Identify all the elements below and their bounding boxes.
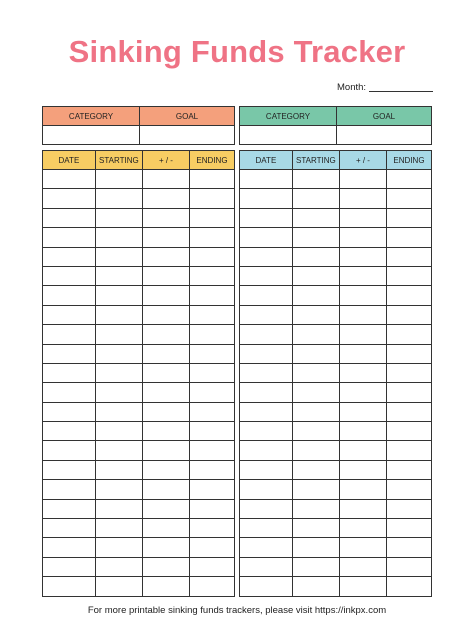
table-row — [240, 170, 432, 189]
table-row — [43, 402, 235, 421]
page-title: Sinking Funds Tracker — [68, 34, 406, 69]
log-cell[interactable] — [189, 344, 234, 363]
log-cell[interactable] — [339, 577, 386, 596]
log-cell[interactable] — [43, 286, 96, 305]
right-category-header: CATEGORY — [240, 107, 337, 126]
log-cell[interactable] — [292, 519, 339, 538]
log-cell[interactable] — [386, 305, 431, 324]
log-cell[interactable] — [142, 480, 189, 499]
log-cell[interactable] — [240, 557, 293, 576]
left-log-table — [42, 150, 235, 597]
log-cell[interactable] — [339, 363, 386, 382]
table-row — [240, 325, 432, 344]
log-cell[interactable] — [386, 208, 431, 227]
log-cell[interactable] — [189, 557, 234, 576]
table-row — [240, 422, 432, 441]
log-cell[interactable] — [386, 402, 431, 421]
table-row — [43, 460, 235, 479]
table-row — [43, 228, 235, 247]
log-cell[interactable] — [43, 519, 96, 538]
table-row — [43, 247, 235, 266]
left-log-header-change: + / - — [142, 151, 189, 170]
log-cell[interactable] — [189, 325, 234, 344]
log-cell[interactable] — [386, 286, 431, 305]
log-cell[interactable] — [386, 499, 431, 518]
log-cell[interactable] — [189, 402, 234, 421]
log-cell[interactable] — [292, 170, 339, 189]
log-cell[interactable] — [240, 305, 293, 324]
log-cell[interactable] — [43, 189, 96, 208]
log-cell[interactable] — [95, 402, 142, 421]
log-cell[interactable] — [142, 247, 189, 266]
log-cell[interactable] — [240, 228, 293, 247]
table-row — [240, 557, 432, 576]
log-cell[interactable] — [189, 266, 234, 285]
log-cell[interactable] — [240, 441, 293, 460]
log-cell[interactable] — [292, 538, 339, 557]
log-cell[interactable] — [189, 460, 234, 479]
right-category-cell[interactable] — [240, 126, 337, 145]
log-cell[interactable] — [339, 441, 386, 460]
log-cell[interactable] — [43, 208, 96, 227]
log-cell[interactable] — [43, 402, 96, 421]
log-cell[interactable] — [386, 325, 431, 344]
log-cell[interactable] — [95, 577, 142, 596]
log-cell[interactable] — [240, 577, 293, 596]
table-row — [43, 577, 235, 596]
log-cell[interactable] — [95, 344, 142, 363]
log-cell[interactable] — [292, 557, 339, 576]
log-cell[interactable] — [386, 228, 431, 247]
log-cell[interactable] — [339, 557, 386, 576]
log-cell[interactable] — [142, 208, 189, 227]
right-log-header-starting: STARTING — [292, 151, 339, 170]
log-cell[interactable] — [240, 363, 293, 382]
log-cell[interactable] — [43, 325, 96, 344]
table-row — [240, 383, 432, 402]
log-cell[interactable] — [142, 402, 189, 421]
log-cell[interactable] — [189, 383, 234, 402]
log-cell[interactable] — [43, 344, 96, 363]
table-row — [240, 519, 432, 538]
log-cell[interactable] — [142, 170, 189, 189]
right-log-header-ending: ENDING — [386, 151, 431, 170]
left-goal-cell[interactable] — [140, 126, 235, 145]
log-cell[interactable] — [189, 363, 234, 382]
log-cell[interactable] — [339, 286, 386, 305]
log-cell[interactable] — [386, 189, 431, 208]
log-cell[interactable] — [43, 170, 96, 189]
log-cell[interactable] — [240, 208, 293, 227]
log-cell[interactable] — [43, 228, 96, 247]
log-cell[interactable] — [95, 189, 142, 208]
log-cell[interactable] — [43, 577, 96, 596]
log-cell[interactable] — [95, 266, 142, 285]
log-cell[interactable] — [95, 499, 142, 518]
log-cell[interactable] — [292, 363, 339, 382]
log-cell[interactable] — [95, 441, 142, 460]
log-cell[interactable] — [189, 499, 234, 518]
log-cell[interactable] — [43, 383, 96, 402]
log-cell[interactable] — [142, 383, 189, 402]
log-cell[interactable] — [142, 189, 189, 208]
log-cell[interactable] — [189, 170, 234, 189]
log-cell[interactable] — [240, 247, 293, 266]
log-cell[interactable] — [142, 441, 189, 460]
table-row — [240, 228, 432, 247]
log-cell[interactable] — [240, 266, 293, 285]
log-cell[interactable] — [95, 170, 142, 189]
table-row — [43, 499, 235, 518]
log-cell[interactable] — [95, 286, 142, 305]
table-row — [240, 460, 432, 479]
log-cell[interactable] — [43, 363, 96, 382]
log-cell[interactable] — [339, 266, 386, 285]
table-row — [43, 208, 235, 227]
right-log-rows — [240, 170, 432, 597]
log-cell[interactable] — [43, 557, 96, 576]
log-cell[interactable] — [292, 499, 339, 518]
log-cell[interactable] — [339, 305, 386, 324]
table-row — [240, 363, 432, 382]
log-cell[interactable] — [339, 499, 386, 518]
log-cell[interactable] — [339, 325, 386, 344]
log-cell[interactable] — [240, 422, 293, 441]
log-cell[interactable] — [240, 286, 293, 305]
log-cell[interactable] — [386, 170, 431, 189]
log-cell[interactable] — [339, 208, 386, 227]
table-row — [43, 266, 235, 285]
log-cell[interactable] — [339, 460, 386, 479]
table-row — [240, 499, 432, 518]
table-row — [43, 305, 235, 324]
log-cell[interactable] — [95, 422, 142, 441]
log-cell[interactable] — [142, 344, 189, 363]
log-cell[interactable] — [386, 480, 431, 499]
log-cell[interactable] — [386, 557, 431, 576]
log-cell[interactable] — [142, 266, 189, 285]
log-cell[interactable] — [189, 519, 234, 538]
table-row — [240, 208, 432, 227]
log-cell[interactable] — [43, 422, 96, 441]
log-cell[interactable] — [189, 441, 234, 460]
log-cell[interactable] — [142, 228, 189, 247]
log-cell[interactable] — [386, 247, 431, 266]
log-cell[interactable] — [386, 422, 431, 441]
log-cell[interactable] — [43, 538, 96, 557]
log-cell[interactable] — [240, 402, 293, 421]
log-cell[interactable] — [386, 344, 431, 363]
log-cell[interactable] — [240, 499, 293, 518]
log-cell[interactable] — [95, 383, 142, 402]
log-cell[interactable] — [292, 208, 339, 227]
table-row — [240, 441, 432, 460]
log-cell[interactable] — [339, 228, 386, 247]
log-cell[interactable] — [142, 499, 189, 518]
log-cell[interactable] — [292, 325, 339, 344]
log-cell[interactable] — [189, 189, 234, 208]
table-row — [240, 480, 432, 499]
log-cell[interactable] — [292, 480, 339, 499]
log-cell[interactable] — [386, 460, 431, 479]
log-cell[interactable] — [339, 344, 386, 363]
table-row — [43, 286, 235, 305]
footer-text: For more printable sinking funds trackers, please visit https://inkpx.com — [87, 605, 387, 616]
log-cell[interactable] — [95, 208, 142, 227]
log-cell[interactable] — [292, 228, 339, 247]
log-cell[interactable] — [386, 383, 431, 402]
log-cell[interactable] — [292, 422, 339, 441]
table-row — [43, 363, 235, 382]
log-cell[interactable] — [43, 460, 96, 479]
log-cell[interactable] — [43, 247, 96, 266]
log-cell[interactable] — [142, 538, 189, 557]
log-cell[interactable] — [339, 247, 386, 266]
log-cell[interactable] — [339, 422, 386, 441]
left-log-header-date: DATE — [43, 151, 96, 170]
log-cell[interactable] — [292, 460, 339, 479]
left-category-header: CATEGORY — [43, 107, 140, 126]
log-cell[interactable] — [240, 460, 293, 479]
log-cell[interactable] — [292, 441, 339, 460]
log-cell[interactable] — [43, 266, 96, 285]
right-log-header-change: + / - — [339, 151, 386, 170]
log-cell[interactable] — [142, 519, 189, 538]
log-cell[interactable] — [292, 577, 339, 596]
right-log-header-date: DATE — [240, 151, 293, 170]
log-cell[interactable] — [292, 266, 339, 285]
log-cell[interactable] — [292, 344, 339, 363]
table-row — [240, 344, 432, 363]
log-cell[interactable] — [142, 305, 189, 324]
table-row — [43, 441, 235, 460]
log-cell[interactable] — [339, 170, 386, 189]
log-cell[interactable] — [292, 383, 339, 402]
log-cell[interactable] — [240, 480, 293, 499]
table-row — [240, 305, 432, 324]
log-cell[interactable] — [142, 422, 189, 441]
table-row — [43, 422, 235, 441]
log-cell[interactable] — [142, 577, 189, 596]
log-cell[interactable] — [189, 247, 234, 266]
table-row — [240, 266, 432, 285]
log-cell[interactable] — [142, 557, 189, 576]
log-cell[interactable] — [292, 402, 339, 421]
log-cell[interactable] — [292, 189, 339, 208]
log-cell[interactable] — [386, 441, 431, 460]
left-category-cell[interactable] — [43, 126, 140, 145]
log-cell[interactable] — [43, 441, 96, 460]
right-goal-header: GOAL — [337, 107, 432, 126]
log-cell[interactable] — [95, 247, 142, 266]
log-cell[interactable] — [95, 519, 142, 538]
table-row — [43, 344, 235, 363]
left-log-rows — [43, 170, 235, 597]
left-log-header-starting: STARTING — [95, 151, 142, 170]
left-category-table — [42, 106, 235, 145]
month-label: Month: — [337, 82, 367, 93]
table-row — [240, 402, 432, 421]
log-cell[interactable] — [240, 344, 293, 363]
log-cell[interactable] — [339, 402, 386, 421]
log-cell[interactable] — [189, 422, 234, 441]
log-cell[interactable] — [339, 189, 386, 208]
log-cell[interactable] — [339, 519, 386, 538]
right-log-table — [239, 150, 432, 597]
table-row — [240, 286, 432, 305]
log-cell[interactable] — [339, 480, 386, 499]
log-cell[interactable] — [95, 228, 142, 247]
table-row — [240, 577, 432, 596]
table-row — [240, 189, 432, 208]
log-cell[interactable] — [95, 557, 142, 576]
log-cell[interactable] — [240, 189, 293, 208]
log-cell[interactable] — [339, 383, 386, 402]
log-cell[interactable] — [142, 286, 189, 305]
table-row — [43, 519, 235, 538]
table-row — [43, 480, 235, 499]
log-cell[interactable] — [95, 305, 142, 324]
log-cell[interactable] — [189, 305, 234, 324]
log-cell[interactable] — [240, 538, 293, 557]
right-category-table — [239, 106, 432, 145]
log-cell[interactable] — [292, 305, 339, 324]
left-log-header-ending: ENDING — [189, 151, 234, 170]
table-row — [43, 557, 235, 576]
log-cell[interactable] — [95, 460, 142, 479]
log-cell[interactable] — [240, 519, 293, 538]
log-cell[interactable] — [386, 538, 431, 557]
log-cell[interactable] — [43, 305, 96, 324]
log-cell[interactable] — [142, 325, 189, 344]
table-row — [43, 383, 235, 402]
log-cell[interactable] — [339, 538, 386, 557]
log-cell[interactable] — [240, 170, 293, 189]
log-cell[interactable] — [189, 286, 234, 305]
table-row — [43, 538, 235, 557]
left-goal-header: GOAL — [140, 107, 235, 126]
log-cell[interactable] — [95, 538, 142, 557]
log-cell[interactable] — [240, 325, 293, 344]
log-cell[interactable] — [292, 247, 339, 266]
log-cell[interactable] — [240, 383, 293, 402]
log-cell[interactable] — [189, 577, 234, 596]
log-cell[interactable] — [189, 208, 234, 227]
log-cell[interactable] — [142, 460, 189, 479]
table-row — [240, 538, 432, 557]
log-cell[interactable] — [43, 480, 96, 499]
log-cell[interactable] — [95, 363, 142, 382]
log-cell[interactable] — [292, 286, 339, 305]
log-cell[interactable] — [189, 228, 234, 247]
table-row — [43, 189, 235, 208]
right-goal-cell[interactable] — [337, 126, 432, 145]
log-cell[interactable] — [189, 538, 234, 557]
log-cell[interactable] — [386, 266, 431, 285]
log-cell[interactable] — [386, 363, 431, 382]
log-cell[interactable] — [95, 480, 142, 499]
table-row — [43, 325, 235, 344]
log-cell[interactable] — [95, 325, 142, 344]
log-cell[interactable] — [43, 499, 96, 518]
log-cell[interactable] — [386, 519, 431, 538]
log-cell[interactable] — [189, 480, 234, 499]
table-row — [240, 247, 432, 266]
month-input-line[interactable] — [369, 91, 433, 92]
log-cell[interactable] — [142, 363, 189, 382]
log-cell[interactable] — [386, 577, 431, 596]
table-row — [43, 170, 235, 189]
